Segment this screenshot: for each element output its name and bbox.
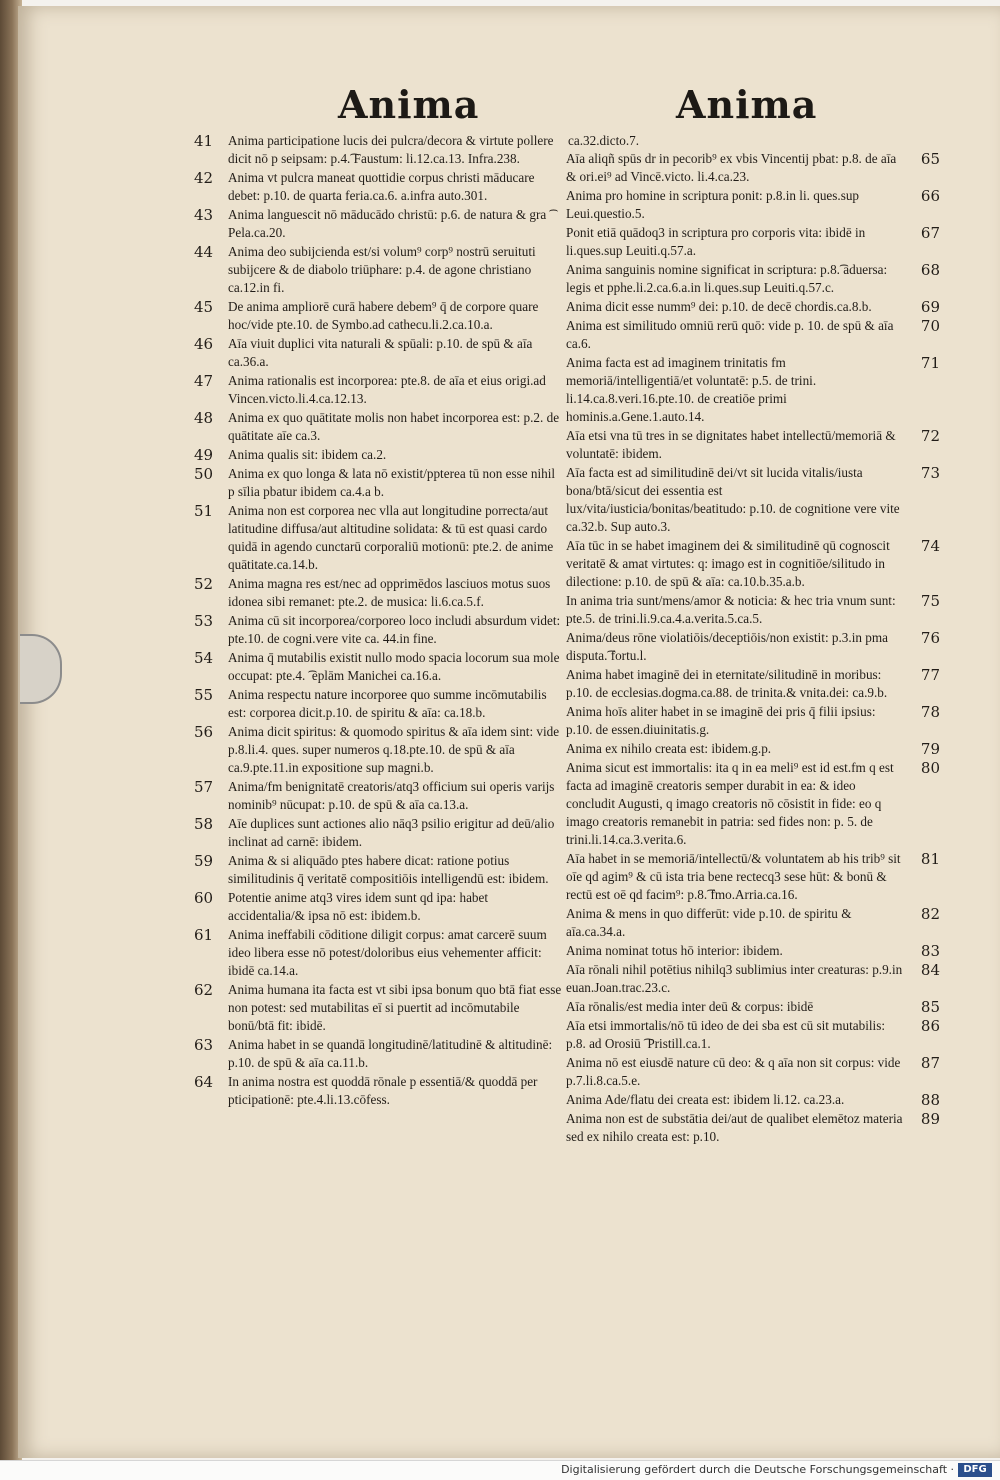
entry-text: Aīa aliqñ spūs dr in pecorib⁹ ex vbis Vincentij pbat: p.8. de aīa & ori.ei⁹ ad Vincē.victo. li.4.ca.23. [566, 151, 897, 184]
entry-number: 43 [194, 206, 214, 224]
entry-number: 64 [194, 1073, 214, 1091]
index-entry [194, 465, 562, 501]
entry-text: In anima tria sunt/mens/amor & noticia: & hec tria vnum sunt: pte.5. de trini.li.9.ca.4.a.verita.5.ca.5. [566, 593, 896, 626]
index-entry [566, 1110, 940, 1146]
entry-text: Anima q̄ mutabilis existit nullo modo spacia locorum sua mole occupat: pte.4. ͡ eplām Manichei ca.16.a. [228, 650, 560, 683]
index-entry [194, 298, 562, 334]
entry-text: Anima Ade/flatu dei creata est: ibidem li.12. ca.23.a. [566, 1092, 845, 1107]
entry-text: Anima cū sit incorporea/corporeo loco includi absurdum videt: pte.10. de cogni.vere vite ca. 44.in fine. [228, 613, 561, 646]
entry-number: 76 [920, 629, 940, 647]
entry-text: Aīa etsi immortalis/nō tū ideo de dei sba est cū sit mutabilis: p.8. ad Orosiū ͡ Pristill.ca.1. [566, 1018, 886, 1051]
entry-number: 47 [194, 372, 214, 390]
entry-number: 46 [194, 335, 214, 353]
index-entry [194, 409, 562, 445]
entry-text: Aīa viuit duplici vita naturali & spūali: p.10. de spū & aīa ca.36.a. [228, 336, 533, 369]
running-head-right: Anima [676, 82, 818, 127]
index-entry [566, 666, 940, 702]
entry-text: Anima ineffabili cōditione diligit corpus: amat carcerē suum ideo libera esse nō potest/doloribus eius vehementer afficit: ibidē ca.14.a. [228, 927, 547, 978]
index-entry [566, 759, 940, 849]
index-entry [194, 132, 562, 168]
entry-number: 79 [920, 740, 940, 758]
index-entry [566, 187, 940, 223]
entry-text: Anima pro homine in scriptura ponit: p.8.in li. ques.sup Leui.questio.5. [566, 188, 860, 221]
entry-text: Anima habet imaginē dei in eternitate/silitudinē in moribus: p.10. de ecclesias.dogma.ca.88. de trinita.& vnita.dei: ca.9.b. [566, 667, 888, 700]
entry-number: 80 [920, 759, 940, 777]
entry-number: 50 [194, 465, 214, 483]
index-entry [194, 206, 562, 242]
index-entry [566, 942, 940, 960]
entry-text: Anima/fm benignitatē creatoris/atq3 officium sui operis varijs nominib⁹ nūcupat: p.10. de spū & aīa ca.13.a. [228, 779, 555, 812]
entry-text: Anima habet in se quandā longitudinē/latitudinē & altitudinē: p.10. de spū & aīa ca.11.b. [228, 1037, 553, 1070]
entry-number: 77 [920, 666, 940, 684]
index-entry [566, 703, 940, 739]
entry-text: Aīa rōnalis/est media inter deū & corpus: ibidē [566, 999, 814, 1014]
entry-text: Anima dicit spiritus: & quomodo spiritus & aīa idem sint: vide p.8.li.4. ques. super numeros q.18.pte.10. de spū & aīa ca.9.pte.11.in expositione sup magni.b. [228, 724, 560, 775]
index-entry [194, 335, 562, 371]
entry-text: Aīa facta est ad similitudinē dei/vt sit lucida vitalis/iusta bona/btā/sicut dei essentia est lux/vita/iusticia/bonitas/beatitudo: p.10. de cognitione vere vite ca.32.b. Sup auto.3. [566, 465, 900, 534]
entry-number: 56 [194, 723, 214, 741]
entry-text: Anima humana ita facta est vt sibi ipsa bonum quo btā fiat esse non potest: sed mutabilitas eī si puertit ad incōmutabile bonū/btā fit: ibidē. [228, 982, 562, 1033]
entry-text: Aīa rōnali nihil potētius nihilq3 sublimius inter creaturas: p.9.in euan.Joan.trac.23.c. [566, 962, 903, 995]
entry-text: Anima deo subijcienda est/si volum⁹ corp⁹ nostrū seruituti subijcere & de diabolo triūphare: p.4. de agone christiano ca.12.in fi. [228, 244, 536, 295]
entry-text: Anima est similitudo omniū rerū quō: vide p. 10. de spū & aīa ca.6. [566, 318, 894, 351]
entry-text: Anima ex quo longa & lata nō existit/ppterea tū non esse nihil p sīlia pbatur ibidem ca.4.a b. [228, 466, 556, 499]
entry-number: 54 [194, 649, 214, 667]
entry-number: 42 [194, 169, 214, 187]
entry-text: Anima magna res est/nec ad opprimēdos lasciuos motus suos idonea sibi remanet: pte.2. de musica: li.6.ca.5.f. [228, 576, 551, 609]
index-entry [566, 1017, 940, 1053]
index-entry [194, 243, 562, 297]
index-entry [194, 372, 562, 408]
footer-credit: Digitalisierung gefördert durch die Deutsche Forschungsgemeinschaft · [561, 1463, 954, 1476]
index-entry [566, 464, 940, 536]
index-entry [566, 998, 940, 1016]
entry-text: Anima/deus rōne violatiōis/deceptiōis/non existit: p.3.in pma disputa.͡ fortu.l. [566, 630, 888, 663]
index-entry [194, 815, 562, 851]
entry-number: 41 [194, 132, 214, 150]
entry-text: Anima hoīs aliter habet in se imaginē dei pris q̄ filii ipsius: p.10. de essen.diuinitatis.g. [566, 704, 876, 737]
entry-number: 68 [920, 261, 940, 279]
entry-number: 69 [920, 298, 940, 316]
entry-number: 55 [194, 686, 214, 704]
index-entry [194, 686, 562, 722]
entry-text: In anima nostra est quoddā rōnale p essentiā/& quoddā per pticipationē: pte.4.li.13.cōfess. [228, 1074, 538, 1107]
index-entry [566, 961, 940, 997]
index-entry [566, 740, 940, 758]
digitization-footer [0, 1460, 1000, 1480]
entry-number: 81 [920, 850, 940, 868]
entry-number: 85 [920, 998, 940, 1016]
index-entry [566, 317, 940, 353]
entry-number: 48 [194, 409, 214, 427]
index-column-left [194, 132, 562, 1110]
index-entry [566, 354, 940, 426]
index-entry [194, 446, 562, 464]
entry-number: 44 [194, 243, 214, 261]
entry-number: 66 [920, 187, 940, 205]
entry-text: Aīa etsi vna tū tres in se dignitates habet intellectū/memoriā & voluntatē: ibidem. [566, 428, 896, 461]
entry-text: Anima vt pulcra maneat quottidie corpus christi māducare debet: p.10. de quarta feria.ca.6. a.infra auto.301. [228, 170, 535, 203]
entry-text: Potentie anime atq3 vires idem sunt qd ipa: habet accidentalia/& ipsa nō est: ibidem.b. [228, 890, 489, 923]
entry-text: Ponit etiā quādoq3 in scriptura pro corporis vita: ibidē in li.ques.sup Leuiti.q.57.a. [566, 225, 866, 258]
entry-text: Anima non est corporea nec vlla aut longitudine porrecta/aut latitudine diffusa/aut altitudine solidata: & tū est quasi cardo quidā in agendo cunctarū corporaliū motionū: pte.2. de anime quātitate.ca.14.b. [228, 503, 554, 572]
entry-number: 74 [920, 537, 940, 555]
index-entry [566, 537, 940, 591]
index-entry [566, 1054, 940, 1090]
entry-text: Anima sanguinis nomine significat in scriptura: p.8.͡ aduersa: legis et pphe.li.2.ca.6.a.in li.ques.sup Leuiti.q.57.c. [566, 262, 888, 295]
index-entry [566, 427, 940, 463]
entry-text: Anima respectu nature incorporee quo summe incōmutabilis est: corporea dicit.p.10. de spiritu & aīa: ca.18.b. [228, 687, 547, 720]
entry-number: 70 [920, 317, 940, 335]
entry-number: 51 [194, 502, 214, 520]
index-entry [194, 612, 562, 648]
entry-number: 58 [194, 815, 214, 833]
entry-text: Anima & mens in quo differūt: vide p.10. de spiritu & aīa.ca.34.a. [566, 906, 852, 939]
entry-text: Anima non est de substātia dei/aut de qualibet elemētoz materia sed ex nihilo creata est: p.10. [566, 1111, 903, 1144]
entry-number: 86 [920, 1017, 940, 1035]
index-entry [194, 889, 562, 925]
index-entry [194, 169, 562, 205]
entry-text: Anima qualis sit: ibidem ca.2. [228, 447, 387, 462]
entry-number: 45 [194, 298, 214, 316]
continuation-line: ca.32.dicto.7. [568, 133, 640, 148]
running-head-left: Anima [338, 82, 480, 127]
index-entry [566, 850, 940, 904]
entry-number: 84 [920, 961, 940, 979]
entry-text: De anima ampliorē curā habere debem⁹ q̄ de corpore quare hoc/vide pte.10. de Symbo.ad cathecu.li.2.ca.10.a. [228, 299, 539, 332]
page-clip [20, 634, 62, 704]
entry-text: Aīa tūc in se habet imaginem dei & similitudinē qū cognoscit veritatē & amat virtutes: q: imago est in cognitiōe/silitudo in dilectione: p.10. de spū & aīa: ca.10.b.35.a.b. [566, 538, 890, 589]
entry-number: 83 [920, 942, 940, 960]
index-entry [194, 778, 562, 814]
entry-text: Anima sicut est immortalis: ita q in ea meli⁹ est id est.fm q est facta ad imaginē creatoris semper durabit in ea: & ideo concludit Augusti, q imago creatoris nō cōsistit in fide: eo q imago creatoris remanebit in patria: sed fides non: p. 5. de trini.li.14.ca.3.verita.6. [566, 760, 894, 847]
index-entry [566, 224, 940, 260]
index-entry [194, 1073, 562, 1109]
entry-text: Anima participatione lucis dei pulcra/decora & virtute pollere dicit nō p seipsam: p.4.͡ Faustum: li.12.ca.13. Infra.238. [228, 133, 554, 166]
entry-number: 87 [920, 1054, 940, 1072]
entry-number: 63 [194, 1036, 214, 1054]
entry-text: Anima rationalis est incorporea: pte.8. de aīa et eius origi.ad Vincen.victo.li.4.ca.12.13. [228, 373, 546, 406]
index-entry [194, 575, 562, 611]
index-entry [194, 852, 562, 888]
entry-number: 61 [194, 926, 214, 944]
index-entry [194, 723, 562, 777]
entry-number: 88 [920, 1091, 940, 1109]
entry-number: 62 [194, 981, 214, 999]
index-entry [194, 502, 562, 574]
index-entry [566, 298, 940, 316]
entry-number: 49 [194, 446, 214, 464]
entry-number: 53 [194, 612, 214, 630]
entry-text: Anima facta est ad imaginem trinitatis fm memoriā/intelligentiā/et voluntatē: p.5. de trini. li.14.ca.8.veri.16.pte.10. de creatiōe primi hominis.a.Gene.1.auto.14. [566, 355, 817, 424]
entry-number: 71 [920, 354, 940, 372]
entry-number: 82 [920, 905, 940, 923]
entry-text: Anima nominat totus hō interior: ibidem. [566, 943, 783, 958]
entry-number: 65 [920, 150, 940, 168]
entry-text: Anima ex nihilo creata est: ibidem.g.p. [566, 741, 772, 756]
dfg-logo: DFG [958, 1463, 992, 1477]
index-entry [194, 926, 562, 980]
index-entry [566, 150, 940, 186]
entry-number: 78 [920, 703, 940, 721]
index-entry [566, 629, 940, 665]
entry-text: Anima nō est eiusdē nature cū deo: & q aīa non sit corpus: vide p.7.li.8.ca.5.e. [566, 1055, 901, 1088]
entry-text: Aīe duplices sunt actiones alio nāq3 psilio erigitur ad deū/alio inclinat ad carnē: ibidem. [228, 816, 555, 849]
index-entry [566, 592, 940, 628]
index-entry [566, 261, 940, 297]
entry-text: Anima languescit nō māducādo christū: p.6. de natura & gra ͡ Pela.ca.20. [228, 207, 550, 240]
entry-text: Anima & si aliquādo ptes habere dicat: ratione potius similitudinis q̄ veritatē compositiōis intelligendū est: ibidem. [228, 853, 549, 886]
entry-number: 67 [920, 224, 940, 242]
index-column-right [566, 132, 940, 1147]
index-entry [566, 1091, 940, 1109]
entry-number: 59 [194, 852, 214, 870]
entry-text: Aīa habet in se memoriā/intellectū/& voluntatem ab his trib⁹ sit oīe qd agim⁹ & cū ista tria bene rectecq3 sese hūt: & bonū & rectū est oē qd facim⁹: p.8.͡ fmo.Arria.ca.16. [566, 851, 901, 902]
index-entry [194, 1036, 562, 1072]
entry-number: 52 [194, 575, 214, 593]
entry-number: 73 [920, 464, 940, 482]
entry-text: Anima ex quo quātitate molis non habet incorporea est: p.2. de quātitate aīe ca.3. [228, 410, 560, 443]
entry-number: 72 [920, 427, 940, 445]
index-entry [566, 905, 940, 941]
entry-text: Anima dicit esse numm⁹ dei: p.10. de decē chordis.ca.8.b. [566, 299, 872, 314]
index-entry [194, 981, 562, 1035]
entry-number: 89 [920, 1110, 940, 1128]
entry-number: 60 [194, 889, 214, 907]
entry-number: 75 [920, 592, 940, 610]
entry-number: 57 [194, 778, 214, 796]
index-entry [194, 649, 562, 685]
